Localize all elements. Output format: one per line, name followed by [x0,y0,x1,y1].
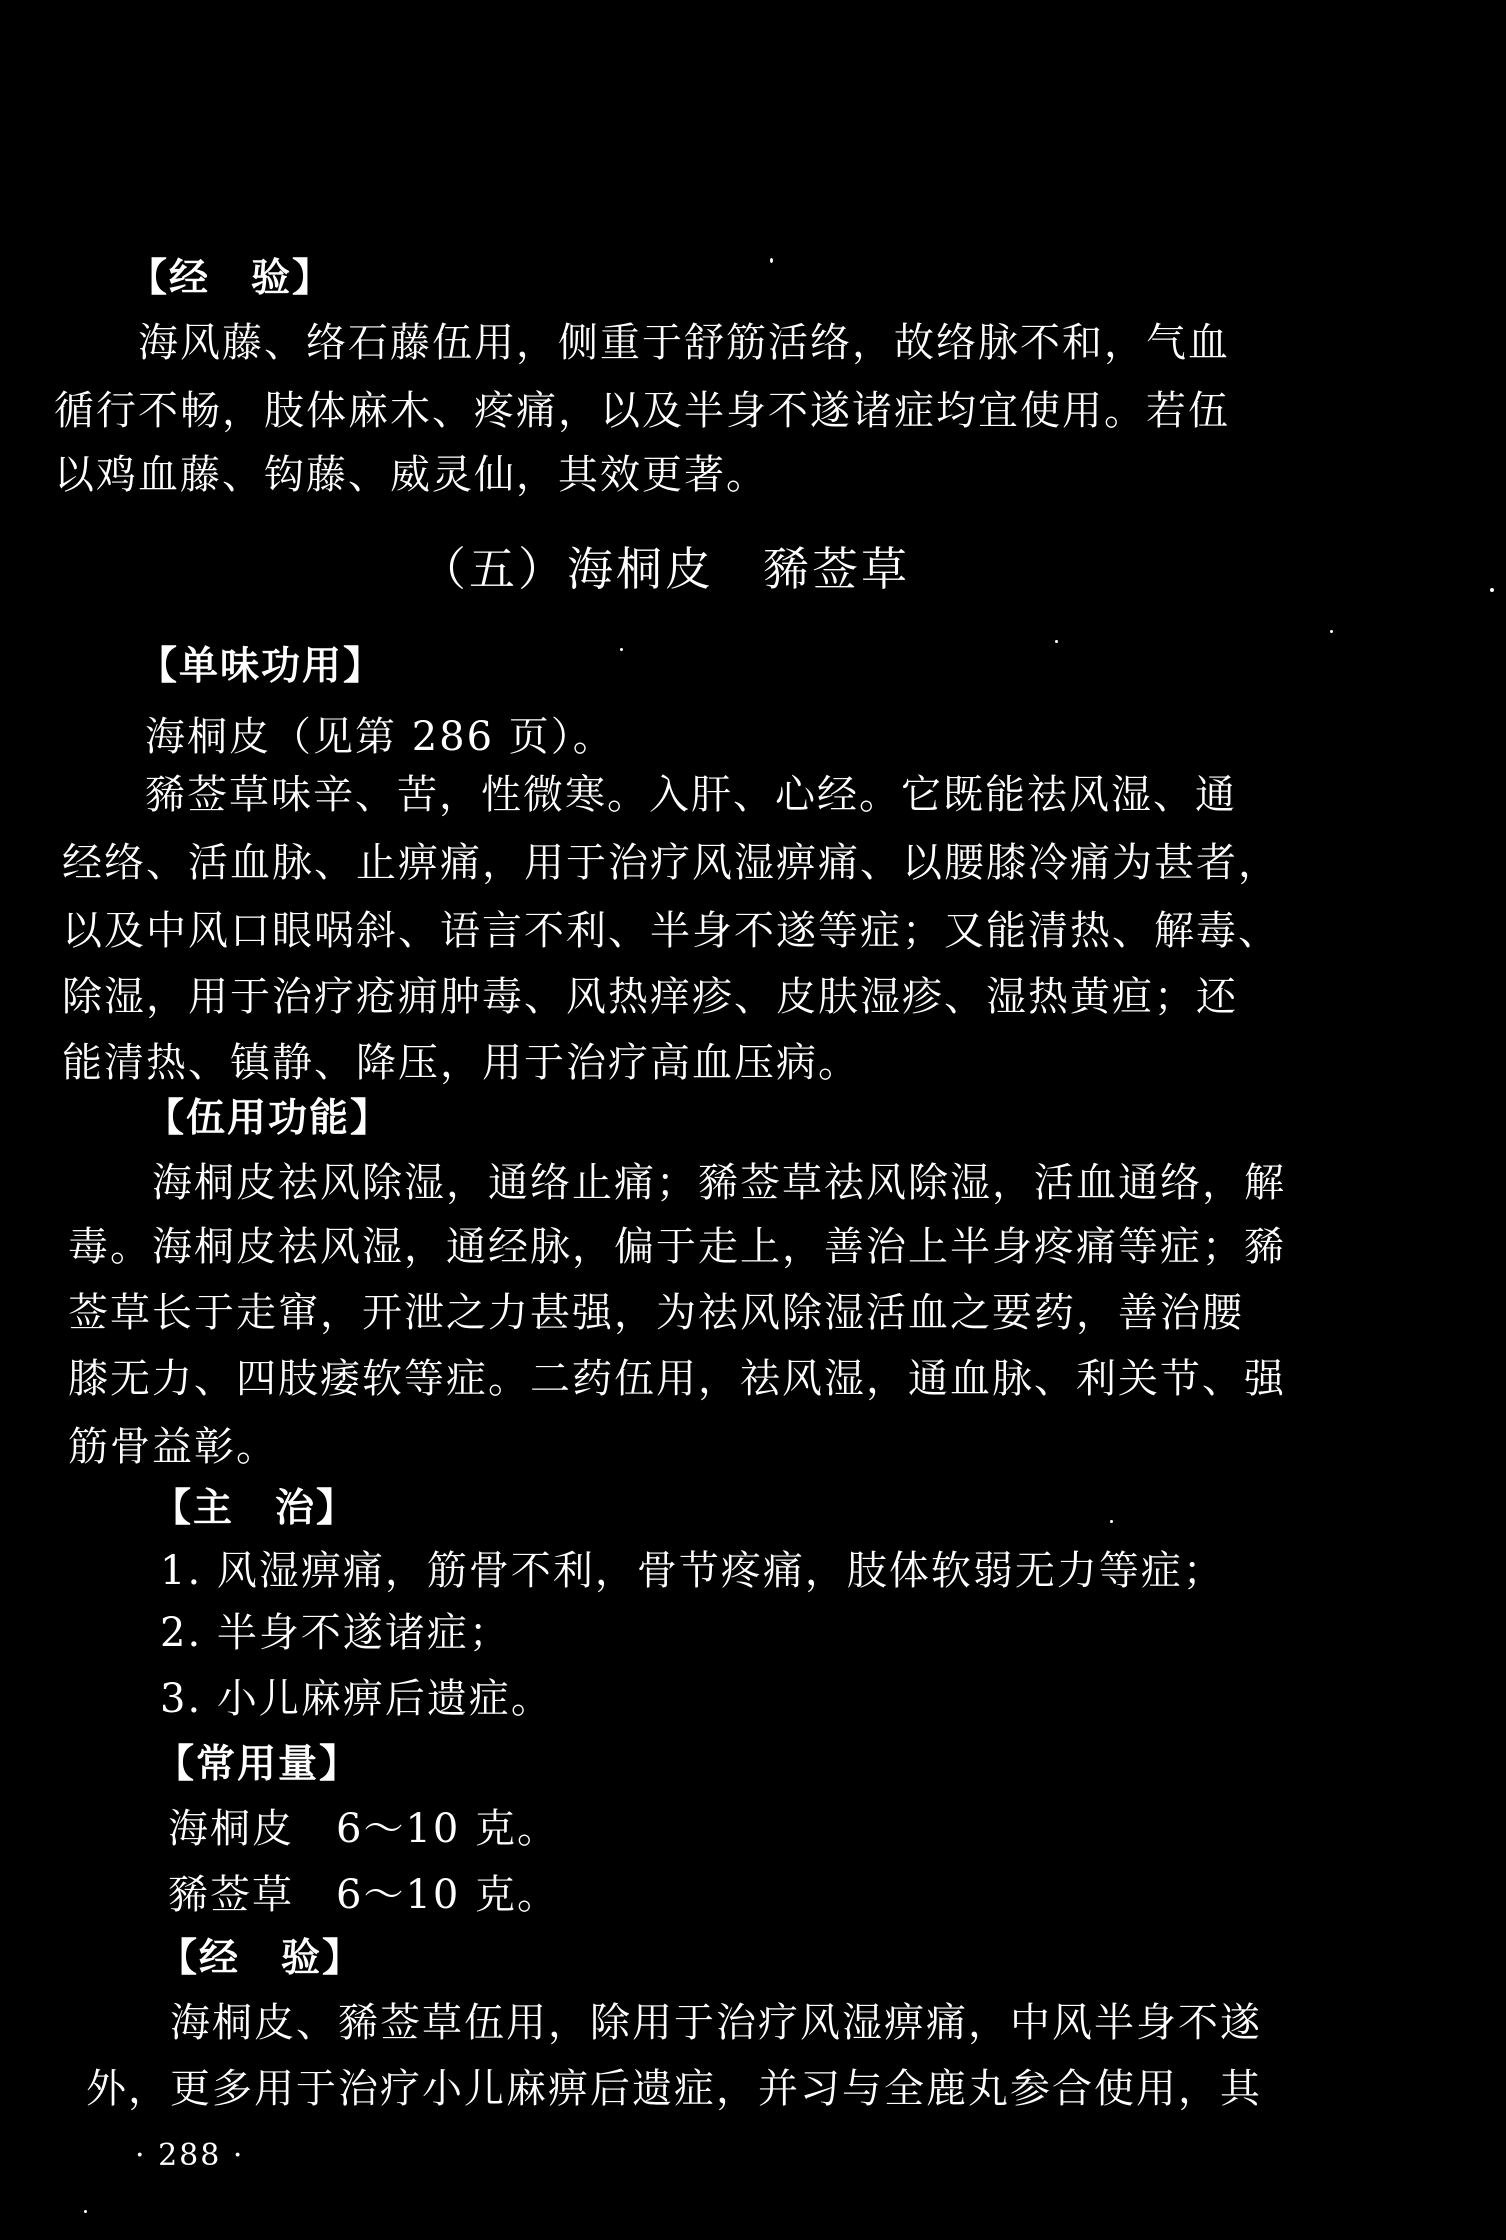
paragraph-line: 豨莶草味辛、苦，性微寒。入肝、心经。它既能祛风湿、通 [145,772,1237,818]
section-title: （五）海桐皮 豨莶草 [420,542,910,596]
section-heading-indications: 【主 治】 [152,1486,358,1531]
scan-speck [1055,640,1058,643]
section-heading-dosage: 【常用量】 [155,1742,361,1787]
paragraph-line: 毒。海桐皮祛风湿，通经脉，偏于走上，善治上半身疼痛等症；豨 [68,1224,1286,1270]
list-item: 3. 小儿麻痹后遗症。 [160,1676,553,1722]
scan-speck [620,648,623,651]
paragraph-line: 海风藤、络石藤伍用，侧重于舒筋活络，故络脉不和，气血 [138,320,1230,366]
scan-speck [1490,588,1494,592]
scan-speck [84,2210,87,2213]
section-heading-single-use: 【单味功用】 [138,644,385,689]
scan-speck [1110,1520,1113,1523]
section-heading-experience-prev: 【经 验】 [128,256,334,301]
paragraph-line: 海桐皮、豨莶草伍用，除用于治疗风湿痹痛，中风半身不遂 [170,2000,1262,2046]
list-item: 2. 半身不遂诸症； [160,1610,511,1656]
paragraph-line: 海桐皮祛风除湿，通络止痛；豨莶草祛风除湿，活血通络，解 [152,1160,1286,1206]
paragraph-line: 除湿，用于治疗疮痈肿毒、风热痒疹、皮肤湿疹、湿热黄疸；还 [62,974,1238,1020]
paragraph-line: 筋骨益彰。 [68,1424,278,1470]
dosage-line: 海桐皮 6～10 克。 [168,1806,560,1852]
paragraph-line: 外，更多用于治疗小儿麻痹后遗症，并习与全鹿丸参合使用，其 [86,2066,1262,2112]
section-heading-experience: 【经 验】 [158,1936,364,1981]
paragraph-line: 以及中风口眼㖞斜、语言不利、半身不遂等症；又能清热、解毒、 [62,908,1280,954]
paragraph-line: 能清热、镇静、降压，用于治疗高血压病。 [62,1040,860,1086]
paragraph-line: 膝无力、四肢痿软等症。二药伍用，祛风湿，通血脉、利关节、强 [68,1356,1286,1402]
paragraph-line: 海桐皮（见第 286 页）。 [145,714,615,760]
scan-speck [770,258,773,263]
dosage-line: 豨莶草 6～10 克。 [168,1872,560,1918]
paragraph-line: 以鸡血藤、钩藤、威灵仙，其效更著。 [54,452,768,498]
paragraph-line: 循行不畅，肢体麻木、疼痛，以及半身不遂诸症均宜使用。若伍 [54,388,1230,434]
list-item: 1. 风湿痹痛，筋骨不利，骨节疼痛，肢体软弱无力等症； [160,1548,1225,1594]
page-number: · 288 · [135,2138,245,2173]
paragraph-line: 经络、活血脉、止痹痛，用于治疗风湿痹痛、以腰膝冷痛为甚者， [62,840,1280,886]
paragraph-line: 莶草长于走窜，开泄之力甚强，为祛风除湿活血之要药，善治腰 [68,1290,1244,1336]
scan-speck [1330,630,1333,633]
section-heading-combined-use: 【伍用功能】 [145,1096,392,1141]
